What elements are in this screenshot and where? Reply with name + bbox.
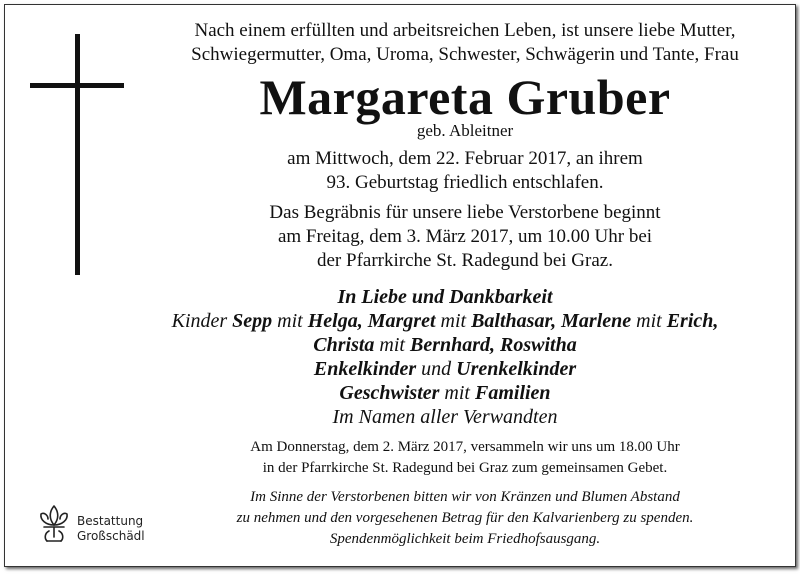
mourner-prefix: Kinder: [171, 310, 233, 332]
intro-line-2: Schwiegermutter, Oma, Uroma, Schwester, Schwägerin und Tante, Frau: [191, 44, 739, 65]
logo-line-2: Großschädl: [77, 529, 145, 543]
mourners-list: [125, 285, 765, 429]
cross-horizontal-bar: [30, 83, 124, 88]
mourner-name: Margret: [367, 310, 436, 332]
mourner-name: Erich,: [666, 310, 719, 332]
deceased-name: Margareta Gruber: [259, 69, 671, 125]
fleur-de-lis-icon: [35, 503, 73, 545]
prayer-line-1: Am Donnerstag, dem 2. März 2017, versammeln wir uns um 18.00 Uhr: [250, 439, 680, 455]
mourners-line-1: [172, 310, 719, 332]
mourner-name: Balthasar,: [471, 310, 557, 332]
mourners-line-3: [314, 358, 576, 380]
mourners-line-5: Im Namen aller Verwandten: [332, 406, 558, 428]
death-notice: [145, 147, 785, 195]
mourner-name: Bernhard, Roswitha: [409, 334, 577, 356]
cross-vertical-bar: [75, 34, 80, 275]
funeral-line-2: am Freitag, dem 3. März 2017, um 10.00 Uhr bei: [277, 226, 653, 247]
mourner-name: Familien: [474, 382, 551, 404]
funeral-home-logo: [35, 503, 155, 553]
mourner-name: Helga,: [307, 310, 363, 332]
mourner-name: Sepp: [232, 310, 273, 332]
intro-text: [145, 19, 785, 67]
death-line-1: am Mittwoch, dem 22. Februar 2017, an ihrem: [287, 148, 643, 169]
connector: mit: [435, 310, 472, 332]
connector: und: [416, 358, 457, 380]
death-line-2: 93. Geburtstag friedlich entschlafen.: [326, 172, 604, 193]
logo-line-1: Bestattung: [77, 514, 144, 528]
mourner-name: Geschwister: [339, 382, 440, 404]
mourner-name: Enkelkinder: [313, 358, 417, 380]
mourner-name: Marlene: [561, 310, 632, 332]
connector: mit: [631, 310, 667, 332]
mourner-name: Urenkelkinder: [456, 358, 577, 380]
connector: mit: [439, 382, 475, 404]
mourners-heading: In Liebe und Dankbarkeit: [337, 286, 553, 308]
prayer-line-2: in der Pfarrkirche St. Radegund bei Graz zum gemeinsamen Gebet.: [262, 460, 668, 476]
donation-request: [145, 487, 785, 550]
funeral-line-1: Das Begräbnis für unsere liebe Verstorbene beginnt: [269, 202, 661, 223]
mourners-line-4: [339, 382, 550, 404]
request-line-3: Spendenmöglichkeit beim Friedhofsausgang.: [329, 531, 601, 547]
intro-line-1: Nach einem erfüllten und arbeitsreichen Leben, ist unsere liebe Mutter,: [194, 20, 736, 41]
connector: mit: [374, 334, 410, 356]
funeral-notice: [145, 201, 785, 273]
funeral-home-name: [77, 514, 145, 544]
prayer-notice: [145, 437, 785, 479]
obituary-card: [4, 4, 796, 567]
mourner-name: Christa: [313, 334, 375, 356]
request-line-1: Im Sinne der Verstorbenen bitten wir von Kränzen und Blumen Abstand: [250, 489, 680, 505]
maiden-name: geb. Ableitner: [416, 121, 514, 140]
obituary-text: [145, 19, 785, 550]
funeral-line-3: der Pfarrkirche St. Radegund bei Graz.: [317, 250, 613, 271]
mourners-line-2: [313, 334, 576, 356]
connector: mit: [272, 310, 308, 332]
request-line-2: zu nehmen und den vorgesehenen Betrag für den Kalvarienberg zu spenden.: [236, 510, 694, 526]
